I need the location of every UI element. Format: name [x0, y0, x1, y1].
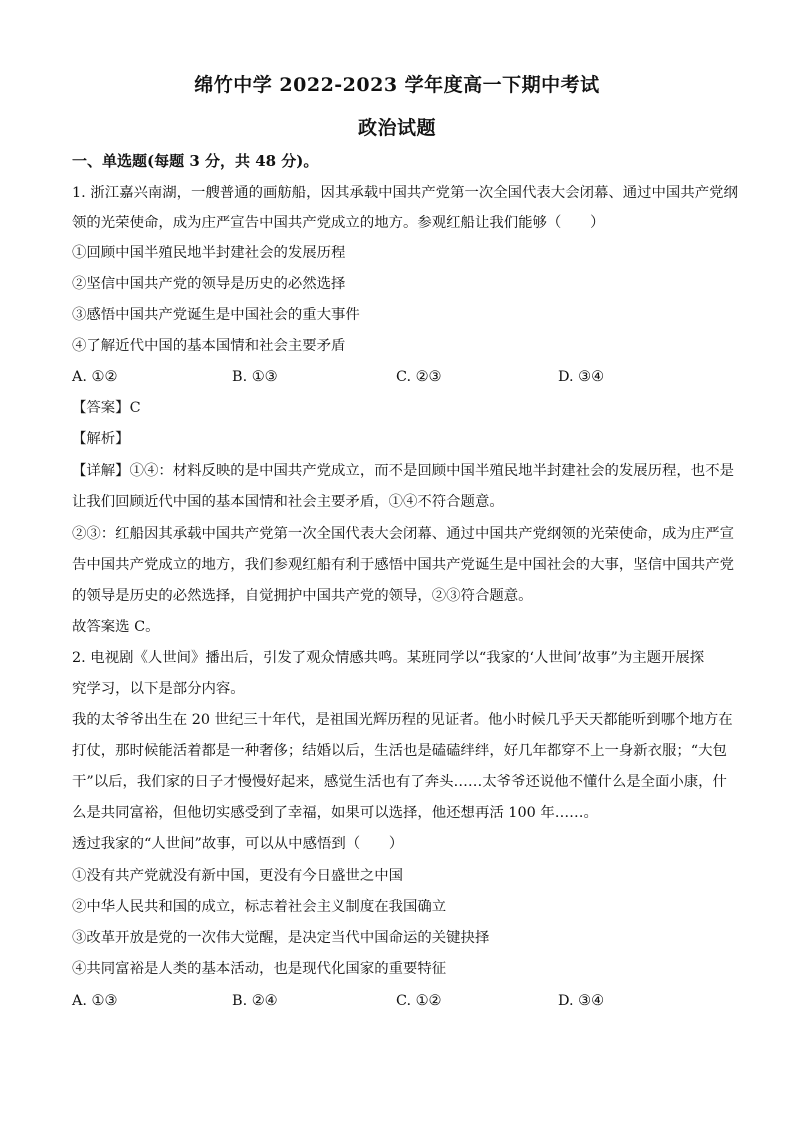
exam-title: 绵竹中学 2022-2023 学年度高一下期中考试	[194, 74, 600, 96]
q2-option-d[interactable]: D. ③④	[558, 993, 604, 1009]
q1-item-2: ②坚信中国共产党的领导是历史的必然选择	[72, 276, 346, 292]
q1-item-3: ③感悟中国共产党诞生是中国社会的重大事件	[72, 307, 360, 323]
q1-option-d[interactable]: D. ③④	[558, 369, 604, 385]
q2-item-3: ③改革开放是党的一次伟大觉醒，是决定当代中国命运的关键抉择	[72, 930, 490, 946]
q1-item-4: ④了解近代中国的基本国情和社会主要矛盾	[72, 338, 346, 354]
q1-item-1: ①回顾中国半殖民地半封建社会的发展历程	[72, 245, 346, 261]
q1-analysis-line-3: ②③：红船因其承载中国共产党第一次全国代表大会闭幕、通过中国共产党纲领的光荣使命，成为庄严宣	[72, 526, 734, 542]
q2-material-line-4: 么是共同富裕，但他切实感受到了幸福，如果可以选择，他还想再活 100 年……。	[72, 805, 598, 821]
q2-option-b[interactable]: B. ②④	[232, 993, 278, 1009]
q2-option-a[interactable]: A. ①③	[72, 993, 118, 1009]
q2-material-line-3: 干”以后，我们家的日子才慢慢好起来，感觉生活也有了奔头……太爷爷还说他不懂什么是全面小康，什	[72, 774, 727, 790]
q2-item-4: ④共同富裕是人类的基本活动，也是现代化国家的重要特征	[72, 961, 447, 977]
q2-item-1: ①没有共产党就没有新中国，更没有今日盛世之中国	[72, 868, 403, 884]
q2-material-line-2: 打仗，那时候能活着都是一种奢侈；结婚以后，生活也是磕磕绊绊，好几年都穿不上一身新衣服；“大包	[72, 743, 727, 759]
exam-subtitle: 政治试题	[357, 117, 436, 139]
q1-analysis-line-4: 告中国共产党成立的地方，我们参观红船有利于感悟中国共产党诞生是中国社会的大事，坚信中国共产党	[72, 557, 734, 573]
section-heading: 一、单选题(每题 3 分，共 48 分)。	[72, 152, 319, 170]
q1-stem-line-1: 1. 浙江嘉兴南湖，一艘普通的画舫船，因其承载中国共产党第一次全国代表大会闭幕、通过中国共产党纲	[72, 185, 738, 201]
q1-analysis-line-5: 的领导是历史的必然选择，自觉拥护中国共产党的领导，②③符合题意。	[72, 588, 533, 604]
q1-stem-line-2: 领的光荣使命，成为庄严宣告中国共产党成立的地方。参观红船让我们能够（ ）	[72, 215, 605, 231]
q2-stem-line-1: 2. 电视剧《人世间》播出后，引发了观众情感共鸣。某班同学以“我家的‘人世间’故事”为主题开展探	[72, 650, 705, 666]
q1-analysis-label: 【解析】	[72, 431, 130, 447]
q1-option-b[interactable]: B. ①③	[232, 369, 278, 385]
q2-material-line-1: 我的太爷爷出生在 20 世纪三十年代，是祖国光辉历程的见证者。他小时候几乎天天都能听到哪个地方在	[72, 712, 733, 728]
q1-analysis-line-6: 故答案选 C。	[72, 619, 160, 635]
q2-question-line: 透过我家的“人世间”故事，可以从中感悟到（ ）	[72, 836, 404, 852]
q1-option-c[interactable]: C. ②③	[396, 369, 442, 385]
q1-option-a[interactable]: A. ①②	[72, 369, 118, 385]
q2-item-2: ②中华人民共和国的成立，标志着社会主义制度在我国确立	[72, 899, 447, 915]
q2-option-c[interactable]: C. ①②	[396, 993, 442, 1009]
q1-analysis-line-2: 让我们回顾近代中国的基本国情和社会主要矛盾，①④不符合题意。	[72, 494, 504, 510]
q1-options	[72, 367, 732, 387]
q2-options	[72, 991, 732, 1011]
q2-stem-line-2: 究学习，以下是部分内容。	[72, 681, 245, 697]
q1-answer: 【答案】C	[72, 400, 141, 416]
q1-analysis-line-1: 【详解】①④：材料反映的是中国共产党成立，而不是回顾中国半殖民地半封建社会的发展历程，也不是	[72, 463, 734, 479]
